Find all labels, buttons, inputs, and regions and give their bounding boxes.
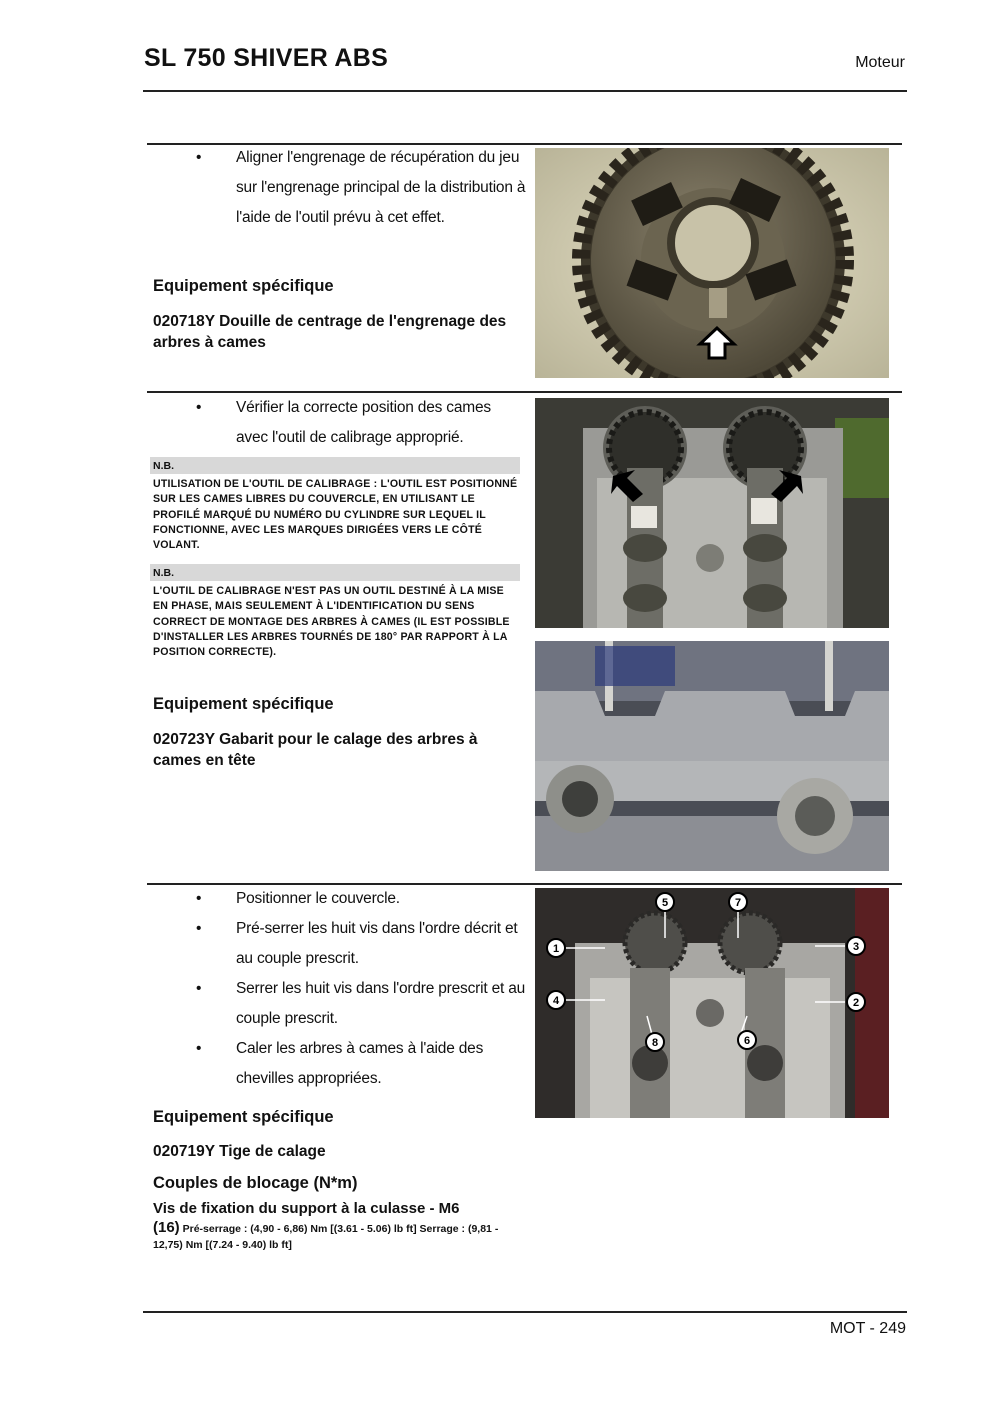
bullet-item (196, 974, 526, 1034)
screw-label: 7 (734, 897, 742, 909)
screw-label: 6 (743, 1035, 751, 1047)
document-title: SL 750 SHIVER ABS (144, 44, 389, 72)
cover-screws-photo (535, 888, 889, 1118)
section-name: Moteur (855, 54, 905, 71)
page-number: MOT - 249 (829, 1320, 906, 1337)
note-label: N.B. (153, 460, 174, 472)
bullet-icon: • (196, 920, 202, 937)
bullet-item (196, 143, 526, 233)
torque-subheading: Vis de fixation du support à la culasse - M6 (153, 1200, 460, 1217)
screw-label: 8 (651, 1037, 659, 1049)
screw-label: 1 (552, 943, 560, 955)
screw-label: 2 (852, 997, 860, 1009)
step2-equipment-heading: Equipement spécifique (153, 695, 334, 713)
bullet-text: Aligner l'engrenage de récupération du jeu sur l'engrenage principal de la distribution à l'aide de l'outil prévu à cet effet. (236, 149, 526, 226)
note-label: N.B. (153, 567, 174, 579)
header-divider (143, 90, 907, 92)
step3-equipment-heading: Equipement spécifique (153, 1108, 334, 1126)
torque-values (153, 1220, 523, 1253)
bullet-text: Vérifier la correcte position des cames avec l'outil de calibrage approprié. (236, 399, 491, 446)
step3-bullets (196, 884, 526, 1094)
step1-bullets (196, 143, 526, 233)
step2-bullets (196, 393, 526, 453)
note-text: UTILISATION DE L'OUTIL DE CALIBRAGE : L'OUTIL EST POSITIONNÉ SUR LES CAMES LIBRES DU COUVERCLE, EN UTILISANT LE PROFILÉ MARQUÉ DU NUMÉRO DU CYLINDRE SUR LEQUEL IL FONCTIONNE, AVEC LES MARQUES DIRIGÉES VERS LE CÔTÉ VOLANT. (153, 478, 518, 552)
bullet-text: Serrer les huit vis dans l'ordre prescrit et au couple prescrit. (236, 980, 526, 1027)
torque-heading: Couples de blocage (N*m) (153, 1174, 358, 1192)
bullet-item (196, 914, 526, 974)
screw-label: 4 (552, 995, 560, 1007)
bullet-text: Positionner le couvercle. (236, 890, 400, 907)
bullet-item (196, 1034, 526, 1094)
note-text: L'OUTIL DE CALIBRAGE N'EST PAS UN OUTIL DESTINÉ À LA MISE EN PHASE, MAIS SEULEMENT À L'IDENTIFICATION DU SENS CORRECT DE MONTAGE DES ARBRES À CAMES (IL EST POSSIBLE D'INSTALLER LES ARBRES TOURNÉS DE 180° PAR RAPPORT À LA POSITION CORRECTE). (153, 585, 510, 659)
step1-equipment-heading: Equipement spécifique (153, 277, 334, 295)
note-bar (150, 457, 520, 474)
bullet-icon: • (196, 399, 202, 416)
bullet-icon: • (196, 980, 202, 997)
bullet-item (196, 393, 526, 453)
footer-divider (143, 1311, 907, 1313)
bullet-item (196, 884, 526, 914)
torque-values-text: Pré-serrage : (4,90 - 6,86) Nm [(3.61 - 5.06) lb ft] Serrage : (9,81 - 12,75) Nm [(7.24 - 9.40) lb ft] (153, 1223, 499, 1251)
bullet-icon: • (196, 1040, 202, 1057)
bullet-icon: • (196, 149, 202, 166)
camshaft-photo (535, 398, 889, 628)
torque-count: (16) (153, 1219, 180, 1236)
bullet-text: Pré-serrer les huit vis dans l'ordre décrit et au couple prescrit. (236, 920, 518, 967)
step1-equipment-text: 020718Y Douille de centrage de l'engrenage des arbres à cames (153, 313, 507, 351)
screw-label: 5 (661, 897, 669, 909)
screw-label: 3 (852, 941, 860, 953)
step3-equipment-text: 020719Y Tige de calage (153, 1143, 326, 1160)
note-bar (150, 564, 520, 581)
calibration-tool-photo (535, 641, 889, 871)
bullet-text: Caler les arbres à cames à l'aide des chevilles appropriées. (236, 1040, 484, 1087)
gear-photo (535, 148, 889, 378)
step2-equipment-text: 020723Y Gabarit pour le calage des arbres à cames en tête (153, 731, 478, 769)
bullet-icon: • (196, 890, 202, 907)
